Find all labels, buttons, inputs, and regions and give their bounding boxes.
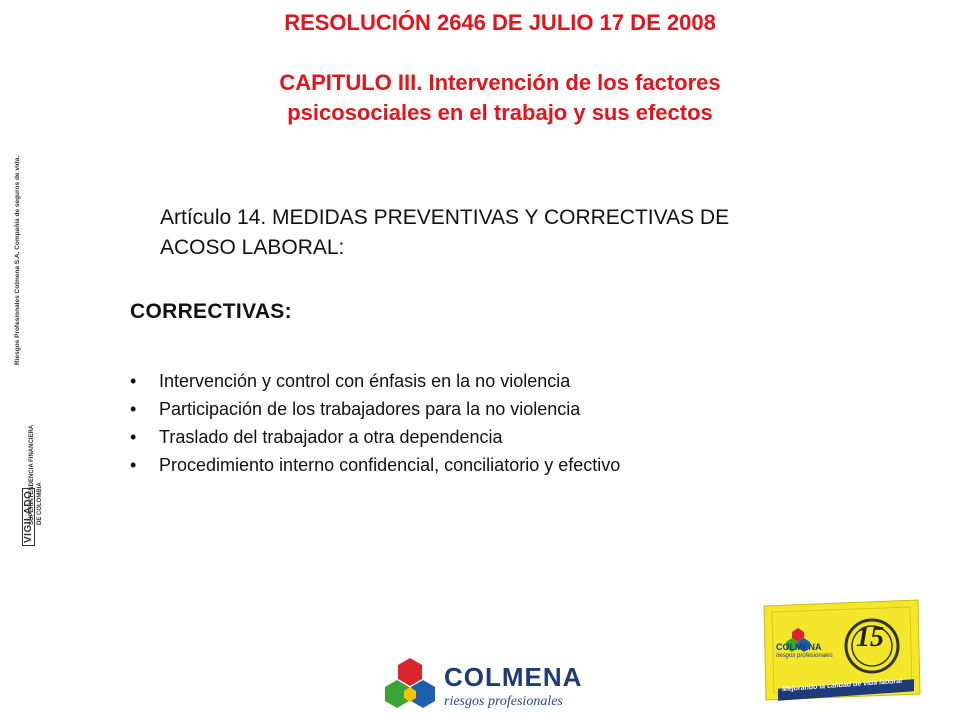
- bullet-icon: •: [130, 455, 137, 475]
- bullet-icon: •: [130, 427, 137, 447]
- article-heading-line-2: ACOSO LABORAL:: [160, 236, 345, 259]
- superintendencia-line-1: SUPERINTENDENCIA FINANCIERA: [29, 424, 35, 525]
- list-item: [130, 423, 620, 451]
- list-item-text: Traslado del trabajador a otra dependencia: [159, 427, 503, 447]
- badge-motto: Mejorando la calidad de vida laboral: [781, 677, 903, 694]
- chapter-title: [0, 68, 960, 128]
- badge-brand-name: COLMENA: [776, 642, 822, 652]
- list-item: [130, 367, 620, 395]
- anniversary-number: 15: [856, 622, 884, 653]
- bullet-icon: •: [130, 399, 137, 419]
- list-item-text: Procedimiento interno confidencial, conciliatorio y efectivo: [159, 455, 621, 475]
- page-title: RESOLUCIÓN 2646 DE JULIO 17 DE 2008: [284, 10, 716, 35]
- chapter-title-line-1: CAPITULO III. Intervención de los factores: [279, 70, 721, 95]
- bullet-icon: •: [130, 371, 137, 391]
- logo-tagline: riesgos profesionales: [444, 694, 563, 709]
- logo-name: COLMENA: [444, 662, 583, 692]
- list-item: [130, 395, 620, 423]
- bullet-list: [130, 367, 620, 479]
- side-legal-text: Riesgos Profesionales Colmena S.A. Compañía de seguros de vida.: [14, 155, 21, 365]
- list-item: [130, 451, 620, 479]
- article-heading-line-1: Artículo 14. MEDIDAS PREVENTIVAS Y CORRECTIVAS DE: [160, 206, 730, 229]
- section-subheading: CORRECTIVAS:: [130, 300, 292, 323]
- article-heading: [160, 203, 860, 263]
- list-item-text: Participación de los trabajadores para la no violencia: [159, 399, 581, 419]
- badge-tagline: riesgos profesionales: [776, 653, 833, 659]
- title-block: [0, 8, 960, 128]
- list-item-text: Intervención y control con énfasis en la no violencia: [159, 371, 571, 391]
- superintendencia-line-2: DE COLOMBIA: [37, 482, 43, 525]
- anniversary-badge: [762, 598, 922, 702]
- colmena-logo: [384, 656, 584, 716]
- vigilado-stamp: VIGILADO: [22, 488, 35, 546]
- colmena-hexagon-logo-icon: [384, 656, 436, 714]
- chapter-title-line-2: psicosociales en el trabajo y sus efectos: [287, 100, 713, 125]
